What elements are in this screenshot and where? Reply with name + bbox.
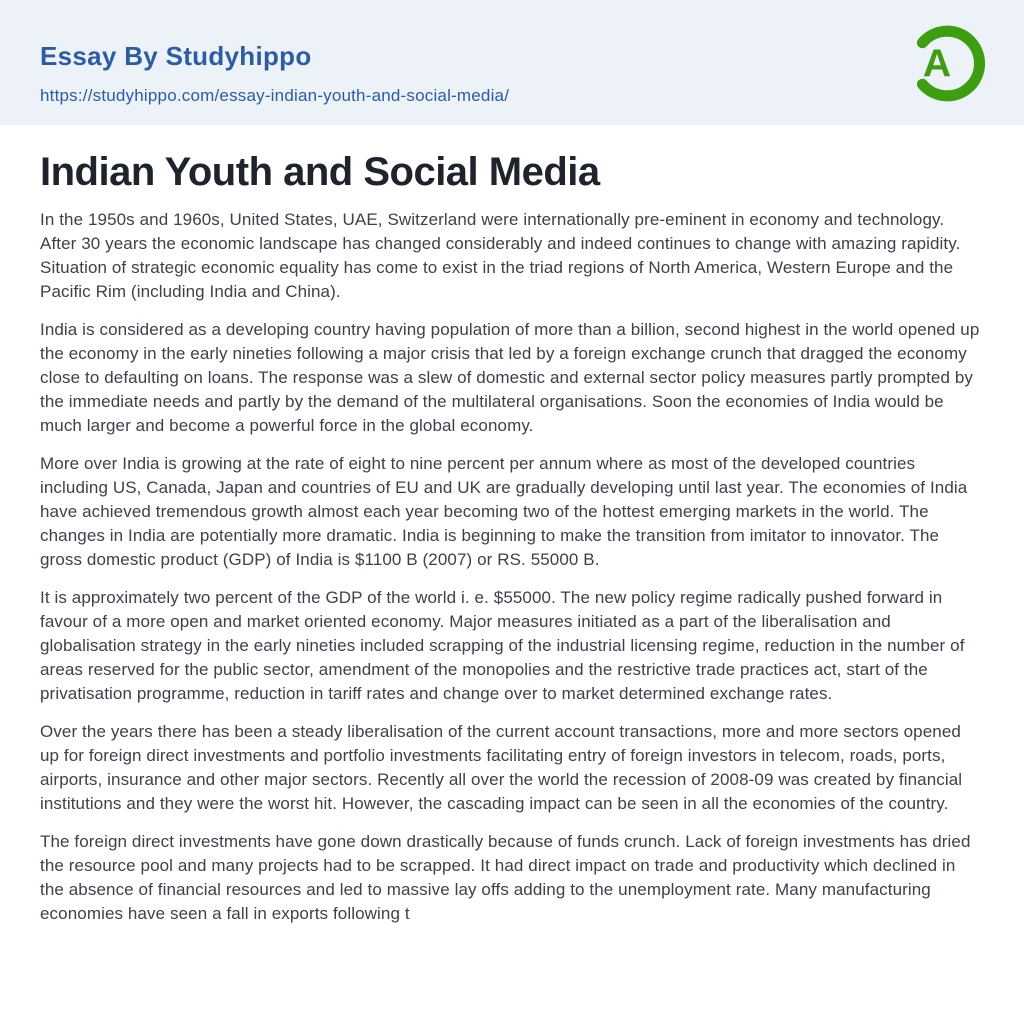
paragraph: In the 1950s and 1960s, United States, UAE, Switzerland were internationally pre-eminent in economy and technology. After 30 years the economic landscape has changed considerably and indeed continues to change with amazing rapidity. Situation of strategic economic equality has come to exist in the triad regions of North America, Western Europe and the Pacific Rim (including India and China). [40, 210, 961, 301]
page-title: Indian Youth and Social Media [40, 150, 600, 194]
header [0, 0, 1024, 125]
site-title: Essay By Studyhippo [40, 41, 312, 71]
essay-url-link[interactable]: https://studyhippo.com/essay-indian-youth-and-social-media/ [40, 86, 510, 105]
logo-letter: A [922, 42, 952, 86]
article-body [40, 208, 984, 926]
paragraph: India is considered as a developing country having population of more than a billion, second highest in the world opened up the economy in the early nineties following a major crisis that led by a foreign exchange crunch that dragged the economy close to defaulting on loans. The response was a slew of domestic and external sector policy measures partly prompted by the immediate needs and partly by the demand of the multilateral organisations. Soon the economies of India would be much larger and become a powerful force in the global economy. [40, 320, 980, 435]
paragraph: It is approximately two percent of the GDP of the world i. e. $55000. The new policy regime radically pushed forward in favour of a more open and market oriented economy. Major measures initiated as a part of the liberalisation and globalisation strategy in the early nineties included scrapping of the industrial licensing regime, reduction in the number of areas reserved for the public sector, amendment of the monopolies and the restrictive trade practices act, start of the privatisation programme, reduction in tariff rates and change over to market determined exchange rates. [40, 588, 965, 703]
article [0, 125, 1024, 926]
paragraph: More over India is growing at the rate of eight to nine percent per annum where as most of the developed countries including US, Canada, Japan and countries of EU and UK are gradually developing until last year. The economies of India have achieved tremendous growth almost each year becoming two of the hottest emerging markets in the world. The changes in India are potentially more dramatic. India is beginning to make the transition from imitator to innovator. The gross domestic product (GDP) of India is $1100 B (2007) or RS. 55000 B. [40, 454, 968, 569]
paragraph: Over the years there has been a steady liberalisation of the current account transactions, more and more sectors opened up for foreign direct investments and portfolio investments facilitating entry of foreign investors in telecom, roads, ports, airports, insurance and other major sectors. Recently all over the world the recession of 2008-09 was created by financial institutions and they were the worst hit. However, the cascading impact can be seen in all the economies of the country. [40, 722, 963, 813]
studyhippo-logo-icon [903, 21, 988, 106]
paragraph: The foreign direct investments have gone down drastically because of funds crunch. Lack of foreign investments has dried the resource pool and many projects had to be scrapped. It had direct impact on trade and productivity which declined in the absence of financial resources and led to massive lay offs adding to the unemployment rate. Many manufacturing economies have seen a fall in exports following t [40, 832, 971, 923]
